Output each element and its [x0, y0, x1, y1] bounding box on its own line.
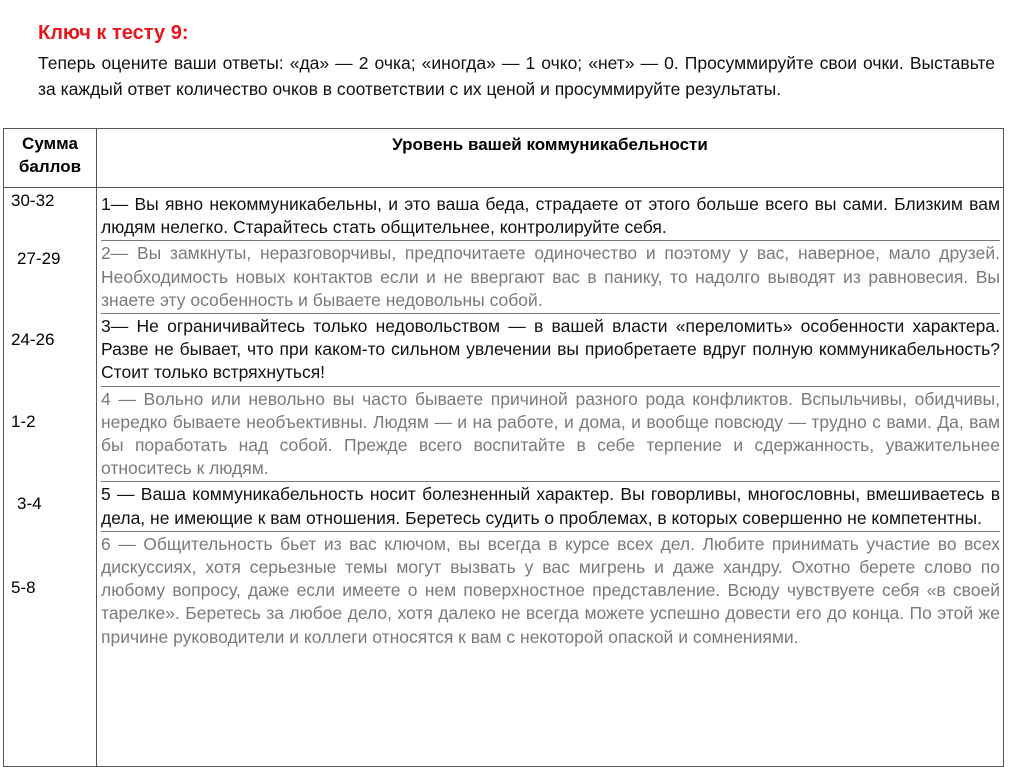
level-description: 6 — Общительность бьет из вас ключом, вы всегда в курсе всех дел. Любите принимать участие во всех дискуссиях, хотя серьезные темы могут вызвать у вас мигрень и даже хандру. Охотно берете слово по любому вопросу, даже если имеете о нем поверхностное представление. Всюду чувствуете себя «в своей тарелке». Беретесь за любое дело, хотя далеко не всегда можете успешно довести его до конца. По этой же причине руководители и коллеги относятся к вам с некоторой опаской и сомнениями. [101, 531, 1000, 649]
instructions-paragraph: Теперь оцените ваши ответы: «да» — 2 очка; «иногда» — 1 очко; «нет» — 0. Просуммируйте свои очки. Выставьте за каждый ответ количество очков в соответствии с их ценой и просуммируйте результаты. [38, 53, 995, 99]
score-range: 3-4 [17, 494, 42, 513]
score-range: 24-26 [11, 330, 55, 349]
scores-cell [4, 188, 97, 767]
score-range: 5-8 [11, 578, 36, 597]
level-description: 1— Вы явно некоммуникабельны, и это ваша беда, страдаете от этого больше всего вы сами. Близким вам людям нелегко. Старайтесь стать общительнее, контролируйте себя. [101, 194, 1000, 238]
score-column-header: Сумма баллов [4, 129, 97, 188]
table-body-row [4, 188, 1004, 767]
score-key-table [3, 128, 1004, 767]
levels-cell [97, 188, 1004, 767]
page-title: Ключ к тесту 9: [38, 22, 189, 44]
score-range: 1-2 [11, 412, 36, 431]
score-range: 30-32 [11, 191, 55, 210]
level-description: 3— Не ограничивайтесь только недовольством — в вашей власти «переломить» особенности характера. Разве не бывает, что при каком-то сильном увлечении вы приобретаете вдруг полную коммуникабельность? Стоит только встряхнуться! [101, 313, 1000, 385]
level-description: 4 — Вольно или невольно вы часто бываете причиной разного рода конфликтов. Вспыльчивы, обидчивы, нередко бываете необъективны. Людям — и на работе, и дома, и вообще повсюду — трудно с вами. Да, вам бы поработать над собой. Прежде всего воспитайте в себе терпение и сдержанность, уважительнее относитесь к людям. [101, 386, 1000, 481]
level-description: 2— Вы замкнуты, неразговорчивы, предпочитаете одиночество и поэтому у вас, наверное, мало друзей. Необходимость новых контактов если и не ввергают вас в панику, то надолго выводят из равновесия. Вы знаете эту особенность и бываете недовольны собой. [101, 240, 1000, 312]
level-description: 5 — Ваша коммуникабельность носит болезненный характер. Вы говорливы, многословны, вмешиваетесь в дела, не имеющие к вам отношения. Беретесь судить о проблемах, в которых совершенно не компетентны. [101, 481, 1000, 529]
level-column-header: Уровень вашей коммуникабельности [97, 129, 1004, 188]
table-header-row [4, 129, 1004, 188]
score-range: 27-29 [17, 249, 61, 268]
